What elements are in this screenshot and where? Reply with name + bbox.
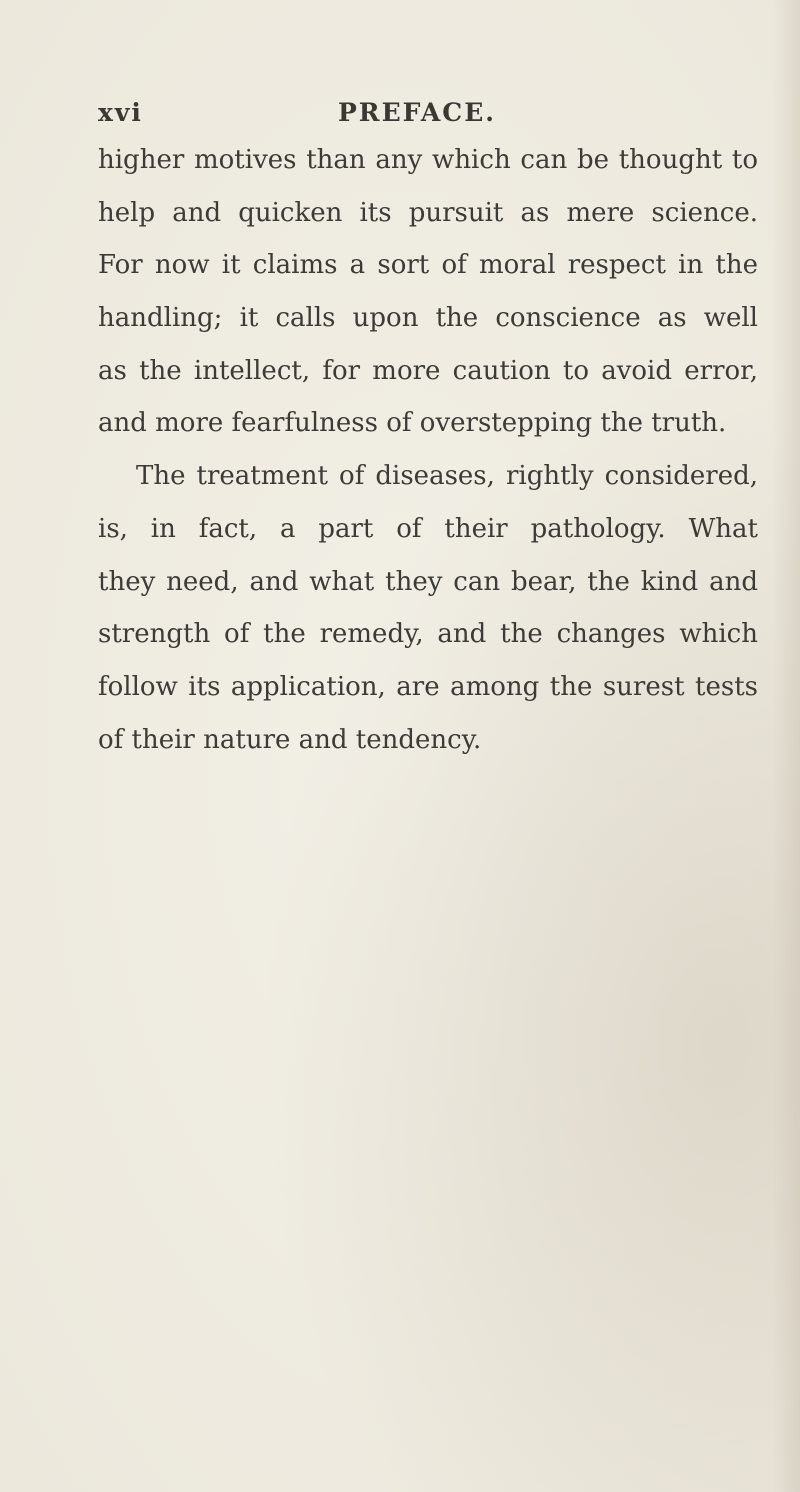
text-line: of their nature and tendency. [98, 724, 482, 755]
paragraph [98, 134, 758, 450]
page-edge-shadow [772, 0, 800, 1492]
text-line: is, in fact, a part of their pathology. What [98, 513, 758, 544]
running-head: PREFACE. [338, 98, 496, 127]
text-line: handling; it calls upon the conscience as well [98, 303, 758, 334]
text-line: strength of the remedy, and the changes which [98, 619, 758, 650]
text-line: follow its application, are among the surest tests [98, 671, 758, 702]
text-line: The treatment of diseases, rightly considered, [136, 461, 758, 492]
page-number: xvi [98, 98, 143, 127]
paragraph [98, 450, 758, 766]
text-line: For now it claims a sort of moral respect in the [98, 250, 758, 281]
page-header [98, 98, 688, 138]
text-line: help and quicken its pursuit as mere science. [98, 197, 758, 228]
text-line: as the intellect, for more caution to avoid error, [98, 355, 758, 386]
body-text [98, 134, 758, 766]
text-line: higher motives than any which can be thought to [98, 145, 758, 175]
text-line: they need, and what they can bear, the kind and [98, 566, 758, 597]
text-line: and more fearfulness of overstepping the truth. [98, 408, 727, 439]
